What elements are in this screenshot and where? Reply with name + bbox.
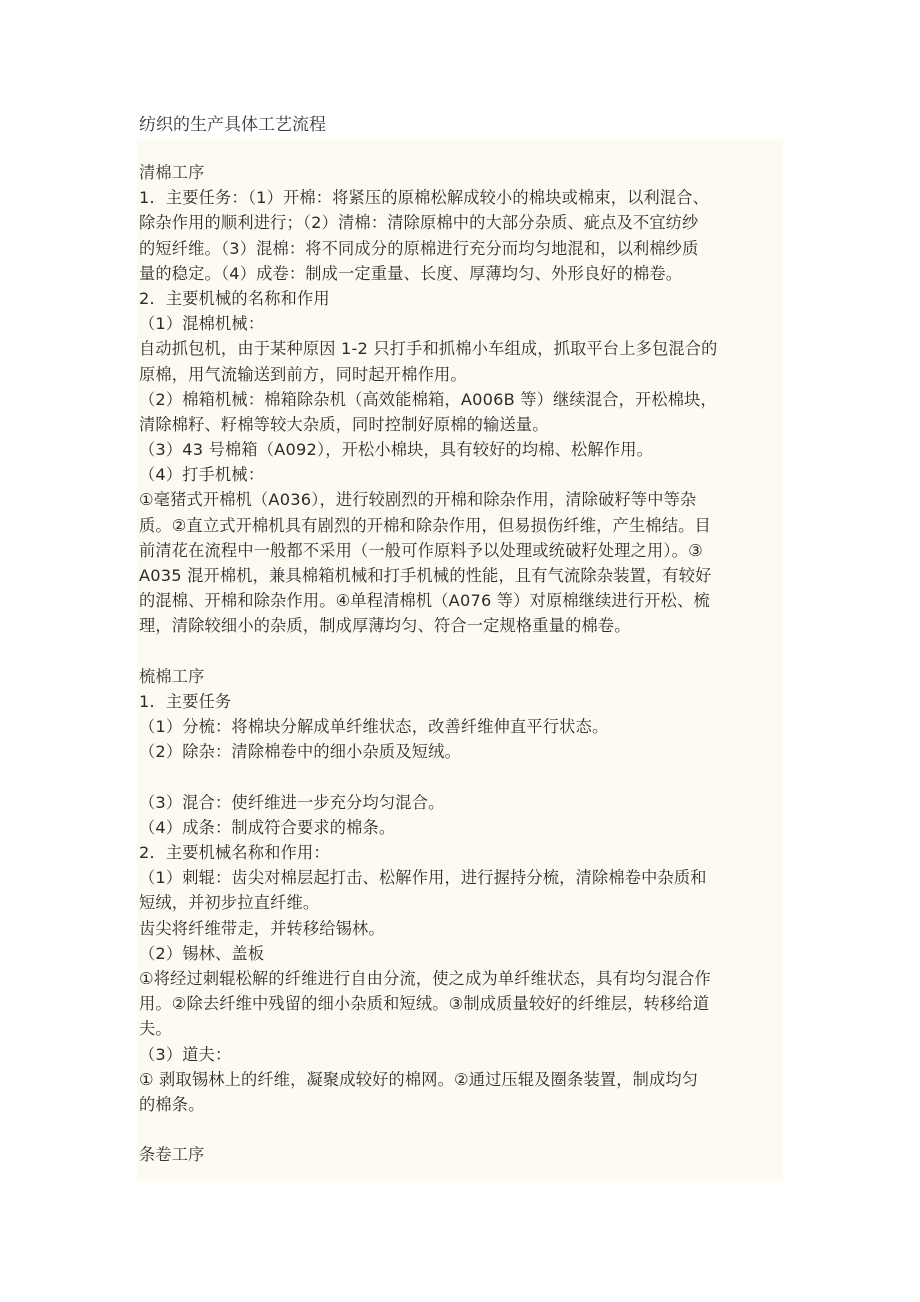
paragraph-line: （4）打手机械：: [139, 465, 265, 485]
paragraph-line: （1）混棉机械：: [139, 314, 265, 334]
paragraph-line: 自动抓包机，由于某种原因 1-2 只打手和抓棉小车组成，抓取平台上多包混合的: [139, 339, 718, 359]
paragraph-line: 1．主要任务：（1）开棉：将紧压的原棉松解成较小的棉块或棉束，以利混合、: [139, 188, 710, 208]
section-heading-carding: 梳棉工序: [139, 666, 205, 686]
paragraph-line: （3）43 号棉箱（A092），开松小棉块，具有较好的均棉、松解作用。: [139, 440, 653, 460]
paragraph-line: ①将经过刺辊松解的纤维进行自由分流，使之成为单纤维状态，具有均匀混合作: [139, 969, 711, 988]
paragraph-line: （3）混合：使纤维进一步充分均匀混合。: [139, 792, 445, 812]
paragraph-line: ① 剥取锡林上的纤维，凝聚成较好的棉网。②通过压辊及圈条装置，制成均匀: [139, 1069, 699, 1089]
paragraph-line: ①毫猪式开棉机（A036），进行较剧烈的开棉和除杂作用，清除破籽等中等杂: [139, 490, 697, 510]
paragraph-line: A035 混开棉机，兼具棉箱机械和打手机械的性能，且有气流除杂装置，有较好: [139, 566, 712, 585]
paragraph-line: 前清花在流程中一般都不采用（一般可作原料予以处理或统破籽处理之用）。③: [139, 540, 703, 560]
blank-line: [139, 765, 783, 790]
paragraph-line: 2．主要机械名称和作用：: [139, 843, 330, 863]
paragraph-line: 夫。: [139, 1019, 172, 1039]
paragraph-line: 的短纤维。（3）混棉：将不同成分的原棉进行充分而均匀地混和，以利棉纱质: [139, 238, 699, 258]
paragraph-line: 2．主要机械的名称和作用: [139, 288, 330, 308]
paragraph-line: 的棉条。: [139, 1094, 205, 1114]
paragraph-line: （3）道夫：: [139, 1044, 232, 1064]
paragraph-line: （1）刺辊：齿尖对棉层起打击、松解作用，进行握持分梳，清除棉卷中杂质和: [139, 868, 707, 888]
paragraph-line: 质。②直立式开棉机具有剧烈的开棉和除杂作用，但易损伤纤维，产生棉结。目: [139, 515, 711, 535]
paragraph-line: （2）除杂：清除棉卷中的细小杂质及短绒。: [139, 742, 461, 762]
paragraph-line: （2）棉箱机械：棉箱除杂机（高效能棉箱，A006B 等）继续混合，开松棉块，: [139, 389, 717, 409]
paragraph-line: 除杂作用的顺利进行；（2）清棉：清除原棉中的大部分杂质、疵点及不宜纺纱: [139, 213, 699, 233]
paragraph-line: 原棉，用气流输送到前方，同时起开棉作用。: [139, 364, 467, 384]
document-body: [137, 140, 783, 1181]
paragraph-line: 的混棉、开棉和除杂作用。④单程清棉机（A076 等）对原棉继续进行开松、梳: [139, 591, 710, 611]
paragraph-line: 理，清除较细小的杂质，制成厚薄均匀、符合一定规格重量的棉卷。: [139, 616, 631, 636]
section-heading-cleaning: 清棉工序: [139, 163, 205, 182]
blank-line: [139, 1117, 783, 1142]
document-title: 纺织的生产具体工艺流程: [139, 115, 326, 135]
paragraph-line: （4）成条：制成符合要求的棉条。: [139, 817, 396, 837]
paragraph-line: （1）分梳：将棉块分解成单纤维状态，改善纤维伸直平行状态。: [139, 717, 609, 737]
paragraph-line: 1．主要任务: [139, 691, 232, 711]
section-heading-lap-forming: 条卷工序: [139, 1145, 205, 1165]
paragraph-line: （2）锡林、盖板: [139, 943, 265, 963]
blank-line: [139, 639, 783, 664]
paragraph-line: 量的稳定。（4）成卷：制成一定重量、长度、厚薄均匀、外形良好的棉卷。: [139, 263, 683, 283]
paragraph-line: 短绒，并初步拉直纤维。: [139, 893, 320, 913]
paragraph-line: 清除棉籽、籽棉等较大杂质，同时控制好原棉的输送量。: [139, 414, 549, 434]
paragraph-line: 齿尖将纤维带走，并转移给锡林。: [139, 918, 385, 938]
paragraph-line: 用。②除去纤维中残留的细小杂质和短绒。③制成质量较好的纤维层，转移给道: [139, 994, 710, 1014]
